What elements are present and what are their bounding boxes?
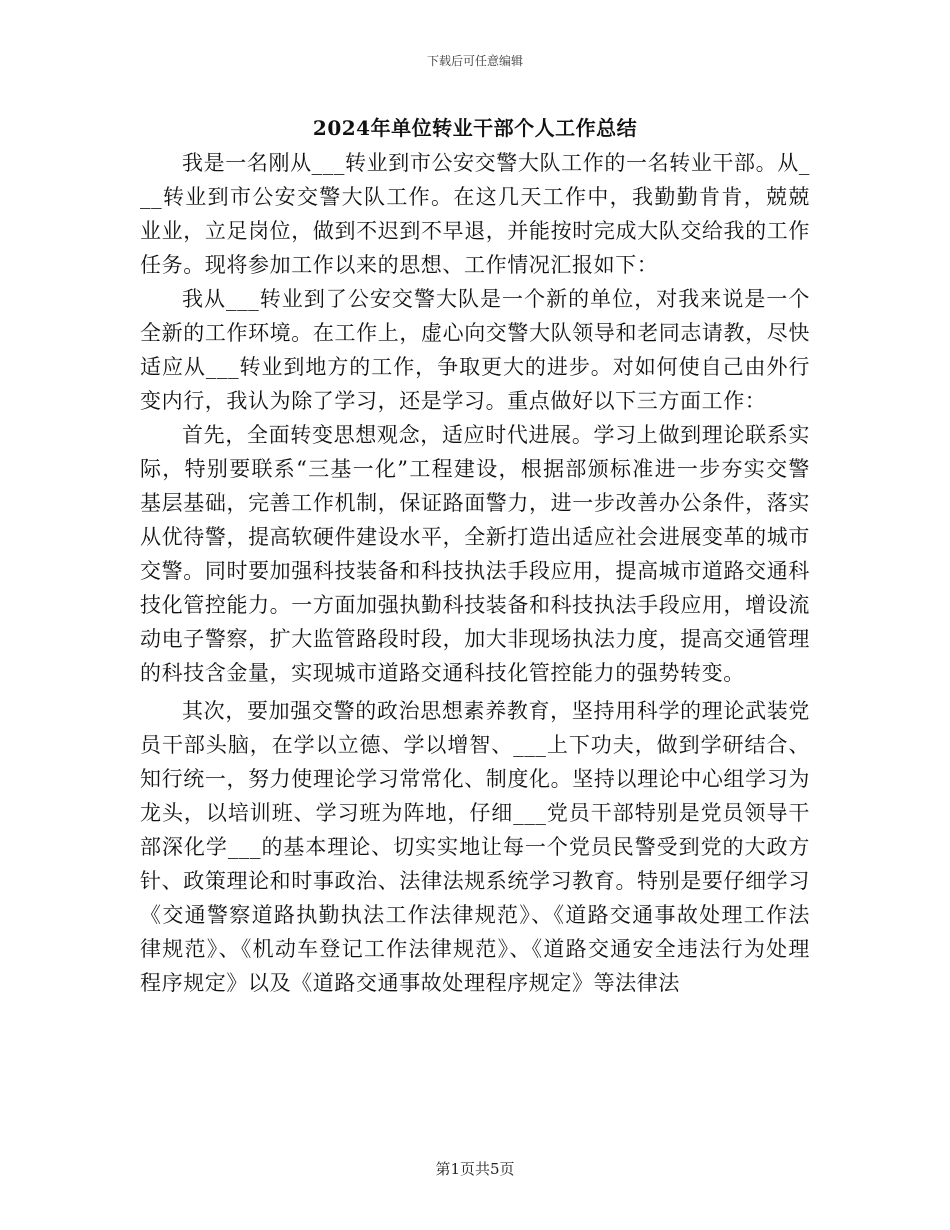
document-title: 2024年单位转业干部个人工作总结 — [312, 116, 638, 140]
paragraph-2: 我从___转业到了公安交警大队是一个新的单位，对我来说是一个全新的工作环境。在工作上，虚心向交警大队领导和老同志请教，尽快适应从___转业到地方的工作，争取更大的进步。对如何使自己由外行变内行，我认为除了学习，还是学习。重点做好以下三方面工作： — [140, 287, 810, 413]
paragraph-4: 其次，要加强交警的政治思想素养教育，坚持用科学的理论武装党员干部头脑，在学以立德、学以增智、___上下功夫，做到学研结合、知行统一，努力使理论学习常常化、制度化。坚持以理论中心组学习为龙头，以培训班、学习班为阵地，仔细___党员干部特别是党员领导干部深化学___的基本理论、切实实地让每一个党员民警受到党的大政方针、政策理论和时事政治、法律法规系统学习教育。特别是要仔细学习《交通警察道路执勤执法工作法律规范》、《道路交通事故处理工作法律规范》、《机动车登记工作法律规范》、《道路交通安全违法行为处理程序规定》以及《道路交通事故处理程序规定》等法律法 — [140, 699, 810, 995]
page-header-note: 下载后可任意编辑 — [426, 54, 523, 68]
paragraph-1: 我是一名刚从___转业到市公安交警大队工作的一名转业干部。从___转业到市公安交警大队工作。在这几天工作中，我勤勤肯肯，兢兢业业，立足岗位，做到不迟到不早退，并能按时完成大队交给我的工作任务。现将参加工作以来的思想、工作情况汇报如下： — [140, 151, 810, 277]
page-number: 第1页共5页 — [435, 1160, 515, 1178]
paragraph-3: 首先，全面转变思想观念，适应时代进展。学习上做到理论联系实际，特别要联系“三基一化”工程建设，根据部颁标准进一步夯实交警基层基础，完善工作机制，保证路面警力，进一步改善办公条件，落实从优待警，提高软硬件建设水平，全新打造出适应社会进展变革的城市交警。同时要加强科技装备和科技执法手段应用，提高城市道路交通科技化管控能力。一方面加强执勤科技装备和科技执法手段应用，增设流动电子警察，扩大监管路段时段，加大非现场执法力度，提高交通管理的科技含金量，实现城市道路交通科技化管控能力的强势转变。 — [140, 423, 810, 685]
document-body — [140, 146, 810, 1000]
